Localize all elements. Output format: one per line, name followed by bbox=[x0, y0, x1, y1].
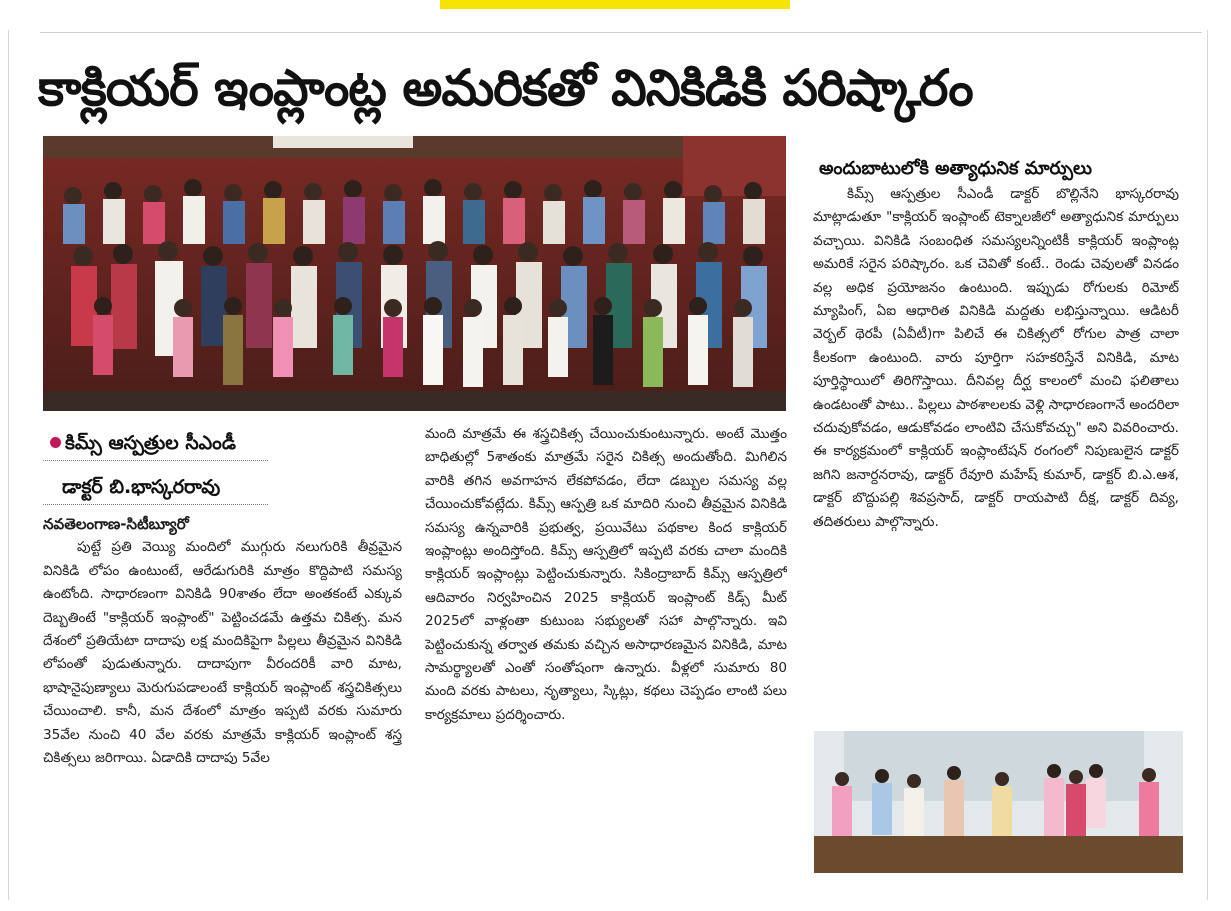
top-banner-strip bbox=[440, 0, 790, 9]
quote-name-line2: డాక్టర్ బి.భాస్కరరావు bbox=[62, 476, 221, 498]
group-photo bbox=[43, 136, 786, 411]
article-column-1 bbox=[43, 513, 402, 898]
top-rule bbox=[40, 32, 1202, 33]
article-column-2 bbox=[425, 423, 787, 881]
column-2-text: మంది మాత్రమే ఈ శస్త్రచికిత్స చేయించుకుంటున్నారు. అంటే మొత్తం బాధితుల్లో 5శాతంకు మాత్రమే సరైన చికిత్స అందుతోంది. మిగిలిన వారికి తగిన అవగాహన లేకపోవడం, లేదా డబ్బుల సమస్య వల్ల చేయించుకోవట్లేదు. కిమ్స్ ఆస్పత్రి ఒక మాదిరి నుంచి తీవ్రమైన వినికిడి సమస్య ఉన్నవారికి ప్రభుత్వ, ప్రయివేటు పథకాల కింద కాక్లియర్ ఇంప్లాంట్లు అందిస్తోంది. కిమ్స్ ఆస్పత్రిలో ఇప్పటి వరకు చాలా మందికి కాక్లియర్ ఇంప్లాంట్లు పెట్టించుకున్నారు. సికింద్రాబాద్ కిమ్స్ ఆస్పత్రిలో ఆదివారం నిర్వహించిన 2025 కాక్లియర్ ఇంప్లాంట్ కిడ్స్ మీట్ 2025లో వాళ్లంతా కుటుంబ సభ్యులతో సహా పాల్గొన్నారు. ఇవి పెట్టించుకున్న తర్వాత తమకు వచ్చిన అసాధారణమైన వినికిడి, మాట సామర్థ్యాలతో ఎంతో సంతోషంగా ఉన్నారు. వీళ్లలో సుమారు 80 మంది వరకు పాటలు, నృత్యాలు, స్కిట్లు, కథలు చెప్పడం లాంటి పలు కార్యక్రమాలు ప్రదర్శించారు. bbox=[425, 426, 787, 723]
column-3-subhead: అందుబాటులోకి అత్యాధునిక మార్పులు bbox=[819, 158, 1092, 179]
column-1-text: పుట్టే ప్రతి వెయ్యి మందిలో ముగ్గురు నలుగురికి తీవ్రమైన వినికిడి లోపం ఉంటుంటే, ఆరేడుగురికి మాత్రం కొద్దిపాటి సమస్య ఉంటోంది. సాధారణంగా వినికిడి 90శాతం లేదా అంతకంటే ఎక్కువ దెబ్బతింటే "కాక్లియర్ ఇంప్లాంట్" పెట్టించడమే ఉత్తమ చికిత్స. మన దేశంలో ప్రతియేటా దాదాపు లక్ష మందికిపైగా పిల్లలు తీవ్రమైన వినికిడి లోపంతో పుడుతున్నారు. దాదాపుగా వీరందరికీ వారి మాట, భాషానైపుణ్యాలు మెరుగుపడాలంటే కాక్లియర్ ఇంప్లాంట్ శస్త్రచికిత్సలు చేయించాలి. కానీ, మన దేశంలో మాత్రం ఇప్పటి వరకు సుమారు 35వేల నుంచి 40 వేల వరకు మాత్రమే కాక్లియర్ ఇంప్లాంట్ శస్త్ర చికిత్సలు జరిగాయి. ఏడాదికి దాదాపు 5వేల bbox=[43, 539, 402, 767]
group-photo-icon bbox=[43, 136, 786, 411]
article-column-3 bbox=[813, 183, 1179, 723]
children-dancing-photo-icon bbox=[814, 731, 1183, 873]
article-headline: కాక్లియర్ ఇంప్లాంట్ల అమరికతో వినికిడికి పరిష్కారం bbox=[38, 59, 973, 117]
left-margin-rule bbox=[8, 30, 9, 900]
dateline: నవతెలంగాణ-సిటీబ్యూరో bbox=[43, 515, 189, 533]
dotted-divider bbox=[43, 460, 268, 461]
dotted-divider bbox=[43, 504, 268, 505]
right-margin-rule bbox=[1207, 30, 1208, 900]
quote-name-line1: కిమ్స్ ఆస్పత్రుల సీఎండీ bbox=[50, 430, 236, 456]
bullet-dot-icon bbox=[50, 437, 61, 448]
stage-photo bbox=[814, 731, 1183, 873]
column-3-text: కిమ్స్ ఆస్పత్రుల సీఎండీ డాక్టర్ బొల్లినేని భాస్కరరావు మాట్లాడుతూ "కాక్లియర్ ఇంప్లాంట్ టెక్నాలజీలో అత్యాధునిక మార్పులు వచ్చాయి. వినికిడి సంబంధిత సమస్యలన్నింటికీ కాక్లియర్ ఇంప్లాంట్ల అమరికే సరైన పరిష్కారం. ఒక చెవితో కంటే.. రెండు చెవులతో వినడం వల్ల అధిక ప్రయోజనం ఉంటుంది. ఇప్పుడు రోగులకు రిమోట్ మ్యాపింగ్, ఏఐ ఆధారిత వినికిడి మద్దతు లభిస్తున్నాయి. ఆడిటరీ వెర్బల్ థెరపీ (ఏవీటీ)గా పిలిచే ఈ చికిత్సలో రోగుల పాత్ర చాలా కీలకంగా ఉంటుంది. వారు పూర్తిగా సహకరిస్తేనే వినికిడి, మాట పూర్తిస్థాయిలో తిరిగొస్తాయి. దీనివల్ల దీర్ఘ కాలంలో మంచి ఫలితాలు ఉండటంతో పాటు.. పిల్లలు పాఠశాలలకు వెళ్లి సాధారణంగానే అందరిలా చదువుకోవడం, ఆడుకోవడం లాంటివి చేసుకోవచ్చు" అని వివరించారు. ఈ కార్యక్రమంలో కాక్లియర్ ఇంప్లాంటేషన్ రంగంలో నిపుణులైన డాక్టర్ జగిని జనార్దనరావు, డాక్టర్ రేవూరి మహేష్ కుమార్, డాక్టర్ బి.ఎ.ఆశ, డాక్టర్ బొద్దుపల్లి శివప్రసాద్, డాక్టర్ రాయపాటి దీక్ష, డాక్టర్ దివ్య, తదితరులు పాల్గొన్నారు. bbox=[813, 186, 1179, 530]
